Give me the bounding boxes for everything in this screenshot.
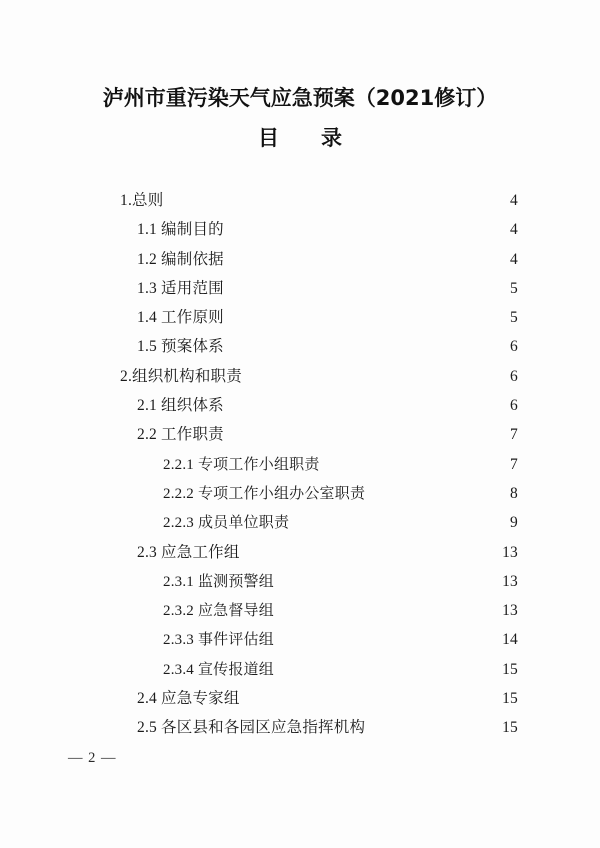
toc-entry[interactable] [163, 596, 518, 625]
toc-entry-page-number: 15 [502, 690, 518, 708]
toc-entry[interactable] [120, 362, 518, 391]
toc-dot-leader [163, 190, 510, 206]
toc-entry[interactable] [137, 538, 518, 567]
toc-entry-page-number: 5 [510, 279, 518, 297]
toc-dot-leader [240, 541, 503, 557]
toc-entry-page-number: 6 [510, 367, 518, 385]
toc-dot-leader [242, 365, 510, 381]
toc-entry-label: 2.4 应急专家组 [137, 690, 240, 708]
toc-entry-label: 2.3.3 事件评估组 [163, 632, 274, 649]
toc-entry[interactable] [137, 391, 518, 420]
toc-entry-label: 2.2.3 成员单位职责 [163, 515, 290, 532]
toc-entry[interactable] [163, 508, 518, 537]
toc-entry-page-number: 15 [502, 660, 518, 678]
toc-dot-leader [289, 512, 510, 528]
toc-entry[interactable] [163, 655, 518, 684]
toc-entry-page-number: 13 [502, 572, 518, 590]
toc-entry-page-number: 7 [510, 426, 518, 444]
toc-dot-leader [274, 629, 502, 645]
toc-entry-page-number: 9 [510, 514, 518, 532]
toc-entry[interactable] [137, 274, 518, 303]
toc-entry-page-number: 15 [502, 719, 518, 737]
toc-entry[interactable] [137, 420, 518, 449]
toc-entry-label: 2.3.1 监测预警组 [163, 573, 274, 590]
toc-entry-label: 2.组织机构和职责 [120, 367, 242, 385]
toc-entry-label: 1.4 工作原则 [137, 309, 224, 327]
toc-entry-page-number: 5 [510, 309, 518, 327]
toc-dot-leader [224, 336, 510, 352]
toc-entry-label: 2.3.4 宣传报道组 [163, 661, 274, 678]
toc-entry-page-number: 7 [510, 455, 518, 473]
toc-entry-label: 1.5 预案体系 [137, 338, 224, 356]
toc-entry-page-number: 4 [510, 250, 518, 268]
toc-entry[interactable] [137, 245, 518, 274]
toc-entry-label: 2.5 各区县和各园区应急指挥机构 [137, 719, 366, 737]
toc-entry-label: 2.3 应急工作组 [137, 543, 240, 561]
toc-entry[interactable] [163, 479, 518, 508]
toc-dot-leader [224, 277, 510, 293]
toc-dot-leader [240, 688, 503, 704]
toc-dot-leader [224, 395, 510, 411]
toc-dot-leader [365, 482, 510, 498]
toc-entry-page-number: 13 [502, 602, 518, 620]
toc-dot-leader [274, 600, 502, 616]
toc-entry-page-number: 4 [510, 221, 518, 239]
toc-entry[interactable] [137, 215, 518, 244]
toc-entry[interactable] [137, 713, 518, 742]
toc-entry[interactable] [163, 567, 518, 596]
toc-entry-label: 1.3 适用范围 [137, 279, 224, 297]
document-title: 泸州市重污染天气应急预案（2021修订） [102, 86, 498, 110]
toc-dot-leader [365, 717, 502, 733]
toc-dot-leader [224, 248, 510, 264]
toc-entry[interactable] [163, 625, 518, 654]
toc-dot-leader [274, 570, 502, 586]
toc-entry-label: 1.1 编制目的 [137, 221, 224, 239]
toc-dot-leader [224, 424, 510, 440]
toc-entry-page-number: 4 [510, 192, 518, 209]
toc-entry[interactable] [163, 450, 518, 479]
toc-entry-label: 1.2 编制依据 [137, 250, 224, 268]
toc-entry-label: 2.2.2 专项工作小组办公室职责 [163, 485, 366, 502]
toc-dot-leader [320, 453, 510, 469]
toc-entry-label: 2.3.2 应急督导组 [163, 603, 274, 620]
table-of-contents [120, 186, 518, 743]
toc-entry-label: 2.2.1 专项工作小组职责 [163, 456, 320, 473]
toc-entry-label: 2.2 工作职责 [137, 426, 224, 444]
toc-dot-leader [224, 219, 510, 235]
toc-entry-label: 2.1 组织体系 [137, 397, 224, 415]
toc-entry-page-number: 6 [510, 397, 518, 415]
toc-entry-page-number: 6 [510, 338, 518, 356]
page-number-footer: — 2 — [68, 750, 117, 766]
toc-entry-page-number: 8 [510, 484, 518, 502]
table-of-contents-heading: 目 录 [258, 126, 342, 150]
toc-entry[interactable] [120, 186, 518, 215]
toc-entry-page-number: 13 [502, 543, 518, 561]
toc-entry-page-number: 14 [502, 631, 518, 649]
toc-entry[interactable] [137, 332, 518, 361]
toc-entry[interactable] [137, 684, 518, 713]
toc-dot-leader [224, 307, 510, 323]
toc-entry-label: 1.总则 [120, 192, 164, 209]
toc-dot-leader [274, 658, 502, 674]
toc-entry[interactable] [137, 303, 518, 332]
